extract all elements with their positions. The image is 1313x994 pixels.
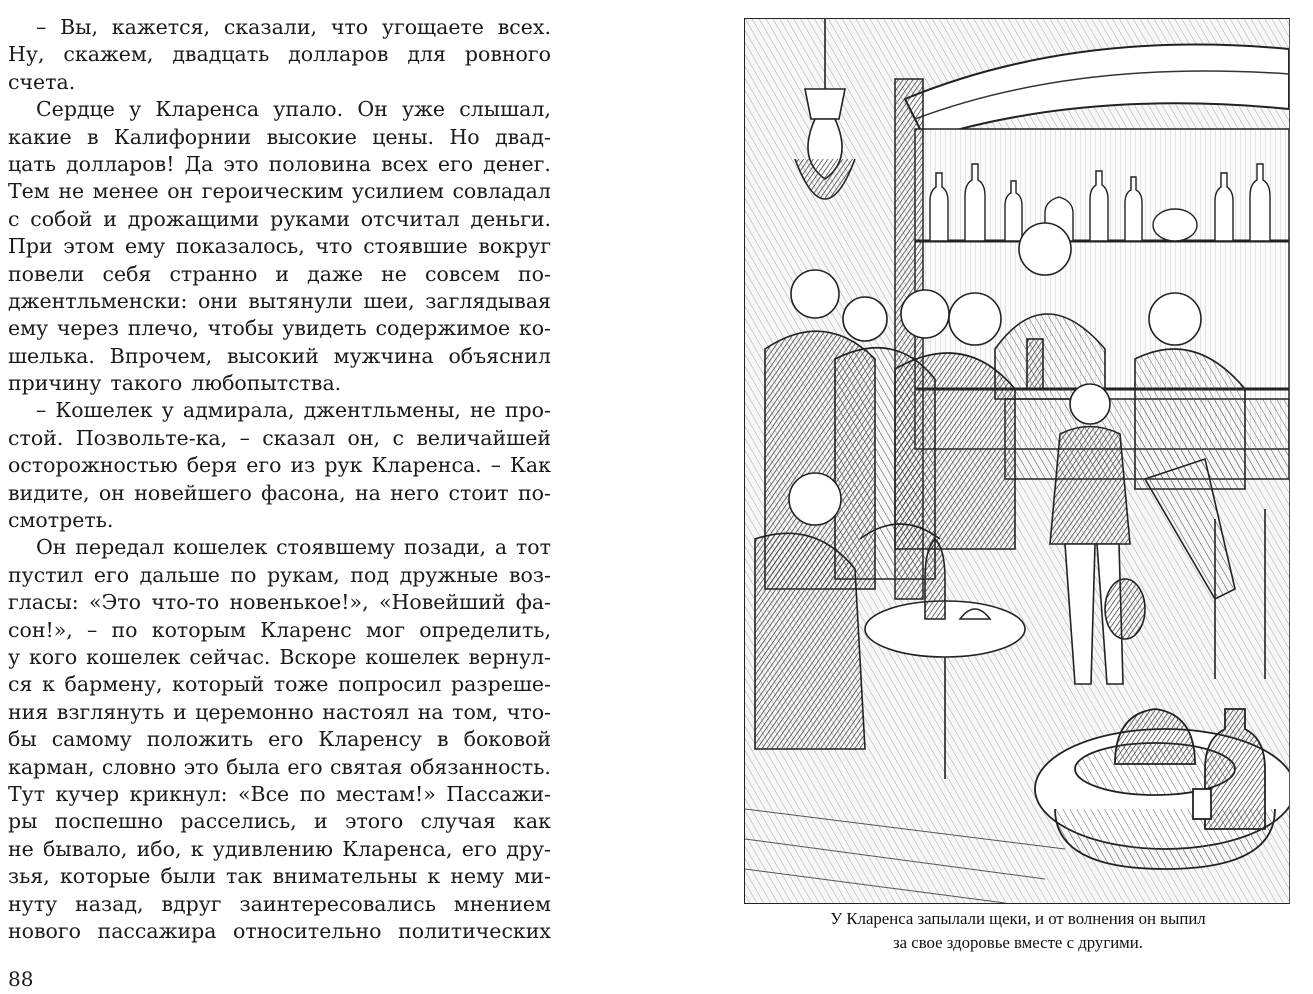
text-line: Тем не менее он героическим усилием совладал [8, 179, 551, 204]
text-line: гласы: «Это что-то новенькое!», «Новейший фа- [8, 590, 551, 615]
text-line: ры поспешно расселись, и этого случая как [8, 809, 551, 834]
text-line: причину такого любопытства. [8, 371, 342, 396]
text-line: стой. Позвольте-ка, – сказал он, с величайшей [8, 425, 551, 450]
text-line: шелька. Впрочем, высокий мужчина объяснил [8, 343, 551, 368]
caption-line-1: У Кларенса запылали щеки, и от волнения он выпил [830, 909, 1206, 928]
text-line: зья, которые были так внимательны к нему ми- [8, 864, 551, 889]
text-line: Он передал кошелек стоявшему позади, а тот [36, 535, 551, 560]
caption-line-2: за свое здоровье вместе с другими. [893, 933, 1143, 952]
text-line: Ну, скажем, двадцать долларов для ровного [8, 42, 551, 67]
text-line: – Вы, кажется, сказали, что угощаете всех. [36, 15, 551, 39]
text-line: ния взглянуть и церемонно настоял на том, что- [8, 699, 551, 724]
text-line: видите, он новейшего фасона, на него стоит по- [8, 480, 551, 505]
text-line: у кого кошелек сейчас. Вскоре кошелек вернул- [8, 644, 551, 669]
illustration-caption [744, 907, 1292, 955]
text-line: какие в Калифорнии высокие цены. Но двад- [8, 124, 551, 149]
page-number: 88 [8, 967, 34, 991]
text-line: – Кошелек у адмирала, джентльмены, не про- [36, 398, 551, 423]
text-line: счета. [8, 69, 76, 94]
text-line: Сердце у Кларенса упало. Он уже слышал, [36, 97, 551, 122]
text-line: смотреть. [8, 508, 114, 533]
text-line: повели себя странно и даже не совсем по- [8, 261, 551, 286]
text-line: нового пассажира относительно политических [8, 918, 551, 943]
text-line: сон!», – по которым Кларенс мог определить, [8, 617, 551, 642]
text-line: ему через плечо, чтобы увидеть содержимое ко- [8, 316, 551, 341]
text-line: осторожностью беря его из рук Кларенса. – Как [8, 453, 551, 478]
text-line: Тут кучер крикнул: «Все по местам!» Пассажи- [8, 781, 551, 806]
text-line: ся к бармену, который тоже попросил разреше- [8, 672, 551, 697]
text-line: нуту назад, вдруг заинтересовались мнением [8, 891, 551, 916]
text-line: цать долларов! Да это половина всех его денег. [8, 151, 551, 176]
left-page-text [8, 14, 551, 945]
text-line: карман, словно это была его святая обязанность. [8, 754, 551, 779]
text-line: с собой и дрожащими руками отсчитал деньги. [8, 206, 551, 231]
text-line: При этом ему показалось, что стоявшие вокруг [8, 234, 551, 259]
text-line: не бывало, ибо, к удивлению Кларенса, его дру- [8, 836, 551, 861]
text-line: джентльменски: они вытянули шеи, заглядывая [8, 288, 551, 313]
saloon-illustration [744, 18, 1290, 904]
text-line: пустил его дальше по рукам, под дружные воз- [8, 562, 551, 587]
text-line: бы самому положить его Кларенсу в боковой [8, 727, 551, 752]
